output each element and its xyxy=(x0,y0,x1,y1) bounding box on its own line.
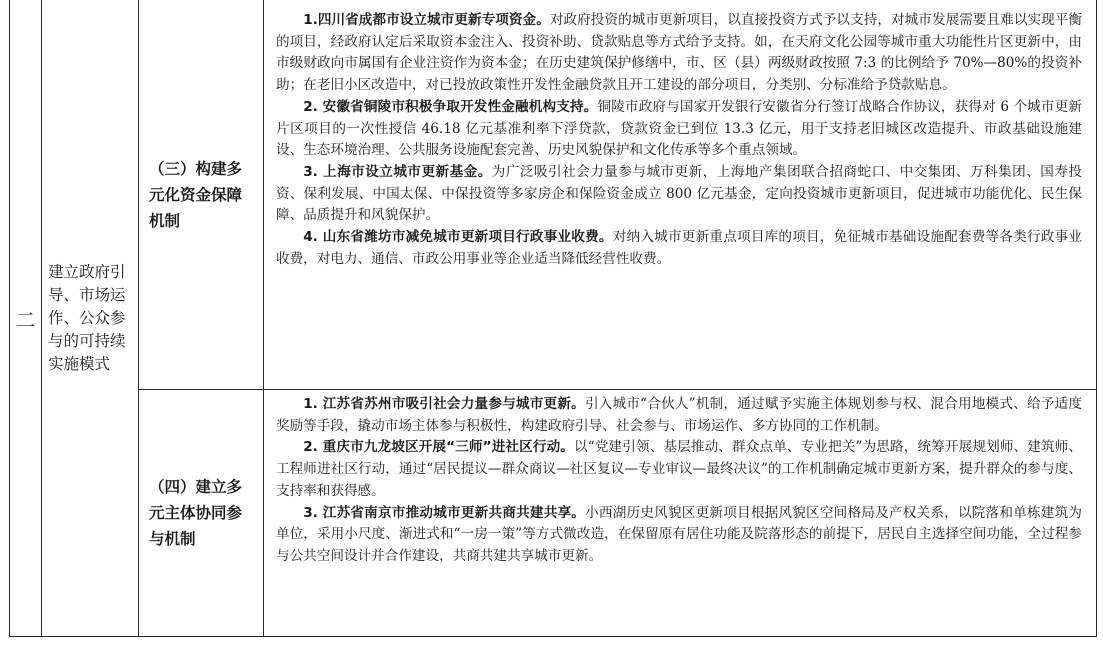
item-title: 3. 江苏省南京市推动城市更新共商共建共享。 xyxy=(303,504,586,521)
section-items xyxy=(264,390,1096,636)
item-body: 铜陵市政府与国家开发银行安徽省分行签订战略合作协议，获得对 6 个城市更新片区项目的一次性授信 46.18 亿元基准利率下浮贷款，贷款资金已到位 13.3 亿元，用于支持老旧城区改造提升、市政基础设施建设、生态环境治理、公共服务设施配套完善、历史风貌保护和文化传承等多个重点领域。 xyxy=(276,98,1082,159)
item-body: 小西湖历史风貌区更新项目根据风貌区空间格局及产权关系，以院落和单栋建筑为单位，采用小尺度、渐进式和“一房一策”等方式微改造，在保留原有居住功能及院落形态的前提下，居民自主选择空间功能，全过程参与公共空间设计并合作建设，共商共建共享城市更新。 xyxy=(276,504,1083,564)
list-item xyxy=(276,437,1082,502)
list-item xyxy=(276,503,1082,568)
section-heading xyxy=(139,0,263,389)
table-border-right xyxy=(1096,0,1097,637)
section-heading xyxy=(139,390,263,636)
item-body: 为广泛吸引社会力量参与城市更新，上海地产集团联合招商蛇口、中交集团、万科集团、国寿投资、保利发展、中国太保、中保投资等多家房企和保险资金成立 800 亿元基金，定向投资城市更新项目，促进城市功能优化、民生保障、品质提升和风貌保护。 xyxy=(276,163,1082,224)
row-number: 二 xyxy=(15,308,36,332)
item-title: 2. 重庆市九龙坡区开展“三师”进社区行动。 xyxy=(303,439,575,456)
item-body: 对纳入城市更新重点项目库的项目，免征城市基础设施配套费等各类行政事业收费，对电力、通信、市政公用事业等企业适当降低经营性收费。 xyxy=(276,229,1082,267)
item-title: 3. 上海市设立城市更新基金。 xyxy=(303,163,492,180)
section-items xyxy=(264,0,1096,389)
list-item xyxy=(276,162,1082,227)
item-body: 以“党建引领、基层推动、群众点单、专业把关”为思路，统筹开展规划师、建筑师、工程师进社区行动，通过“居民提议—群众商议—社区复议—专业审议—最终决议”的工作机制确定城市更新方案，提升群众的参与度、支持率和获得感。 xyxy=(276,439,1082,499)
item-title: 1. 江苏省苏州市吸引社会力量参与城市更新。 xyxy=(303,396,585,412)
table-border-bottom xyxy=(9,636,1097,637)
list-item xyxy=(276,10,1082,97)
list-item xyxy=(276,97,1082,162)
item-body: 引入城市“合伙人”机制，通过赋予实施主体规划参与权、混合用地模式、给予适度奖励等手段，撬动市场主体参与积极性，构建政府引导、社会参与、市场运作、多方协同的工作机制。 xyxy=(276,396,1082,434)
list-item xyxy=(276,227,1082,270)
row-category xyxy=(42,0,138,637)
item-body: 对政府投资的城市更新项目，以直接投资方式予以支持，对城市发展需要且难以实现平衡的项目，经政府认定后采取资本金注入、投资补助、贷款贴息等方式给予支持。如，在天府文化公园等城市重大功能性片区更新中，由市级财政向市属国有企业注资作为资本金；在历史建筑保护修缮中，市、区（县）两级财政按照 7:3 的比例给予 70%—80%的投资补助；在老旧小区改造中，对已投放政策性开发性金融贷款且开工建设的部分项目，分类别、分标准给予贷款贴息。 xyxy=(276,12,1083,94)
item-title: 1.四川省成都市设立城市更新专项资金。 xyxy=(303,12,550,28)
section-heading-text: （四）建立多元主体协同参与机制 xyxy=(149,478,243,548)
section-heading-text: （三）构建多元化资金保障机制 xyxy=(149,159,243,230)
list-item xyxy=(276,394,1082,437)
item-title: 2. 安徽省铜陵市积极争取开发性金融机构支持。 xyxy=(303,98,598,115)
item-title: 4. 山东省潍坊市减免城市更新项目行政事业收费。 xyxy=(303,229,613,246)
row-category-text: 建立政府引导、市场运作、公众参与的可持续实施模式 xyxy=(48,263,126,373)
